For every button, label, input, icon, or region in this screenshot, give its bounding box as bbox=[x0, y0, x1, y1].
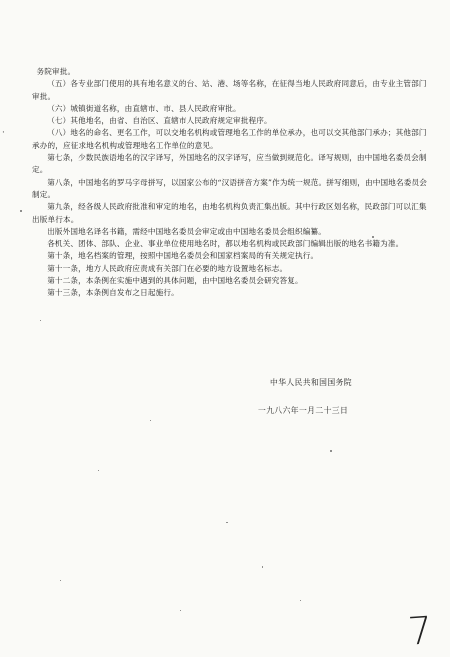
document-body bbox=[32, 66, 432, 300]
paragraph-1: （五）各专业部门使用的具有地名意义的台、站、港、场等名称，在征得当地人民政府同意后，由专业主管部门审批。 bbox=[32, 79, 427, 101]
paragraph-2: （六）城镇街道名称，由直辖市、市、县人民政府审批。 bbox=[47, 103, 241, 113]
page-number: 7 bbox=[406, 608, 434, 654]
paragraph-5: 第七条，少数民族语地名的汉字译写，外国地名的汉字译写，应当做到规范化。译写规则，由中国地名委员会制定。 bbox=[32, 153, 427, 175]
paragraph-13: 第十三条，本条例自发布之日起施行。 bbox=[47, 288, 179, 298]
paragraph-0: 务院审批。 bbox=[36, 67, 76, 76]
scan-speck bbox=[262, 566, 263, 568]
paragraph-12: 第十二条，本条例在实施中遇到的具体问题，由中国地名委员会研究答复。 bbox=[47, 276, 303, 286]
paragraph-7: 第九条，经各级人民政府批准和审定的地名，由地名机构负责汇集出版。其中行政区划名称，民政部门可以汇集出版单行本。 bbox=[32, 202, 427, 224]
scan-speck bbox=[150, 420, 151, 421]
scan-speck bbox=[20, 210, 22, 212]
scan-speck bbox=[330, 450, 332, 452]
paragraph-8: 出版外国地名译名书籍，需经中国地名委员会审定或由中国地名委员会组织编纂。 bbox=[47, 226, 326, 236]
paragraph-11: 第十一条，地方人民政府应责成有关部门在必要的地方设置地名标志。 bbox=[47, 263, 288, 273]
scan-speck bbox=[300, 600, 301, 601]
scan-speck bbox=[98, 470, 99, 471]
scan-speck bbox=[40, 320, 41, 321]
issue-date: 一九八六年一月二十三日 bbox=[258, 406, 349, 415]
paragraph-6: 第八条，中国地名的罗马字母拼写，以国家公布的“汉语拼音方案”作为统一规范。拼写细则，由中国地名委员会制定。 bbox=[32, 177, 427, 199]
signature-block bbox=[258, 377, 352, 417]
scan-speck bbox=[60, 580, 61, 581]
scan-speck bbox=[180, 610, 181, 611]
paragraph-9: 各机关、团体、部队、企业、事业单位使用地名时，都以地名机构或民政部门编辑出版的地名书籍为准。 bbox=[47, 239, 404, 249]
paragraph-10: 第十条，地名档案的管理，按照中国地名委员会和国家档案局的有关规定执行。 bbox=[47, 251, 319, 261]
paragraph-3: （七）其他地名，由省、自治区、直辖市人民政府规定审批程序。 bbox=[47, 116, 272, 126]
scan-speck bbox=[226, 522, 228, 523]
scan-edge-mark: · bbox=[2, 128, 5, 138]
issuing-authority: 中华人民共和国国务院 bbox=[270, 378, 352, 387]
paragraph-4: （八）地名的命名、更名工作，可以交地名机构或管理地名工作的单位承办，也可以交其他部门承办；其他部门承办的，应征求地名机构或管理地名工作单位的意见。 bbox=[32, 128, 427, 150]
